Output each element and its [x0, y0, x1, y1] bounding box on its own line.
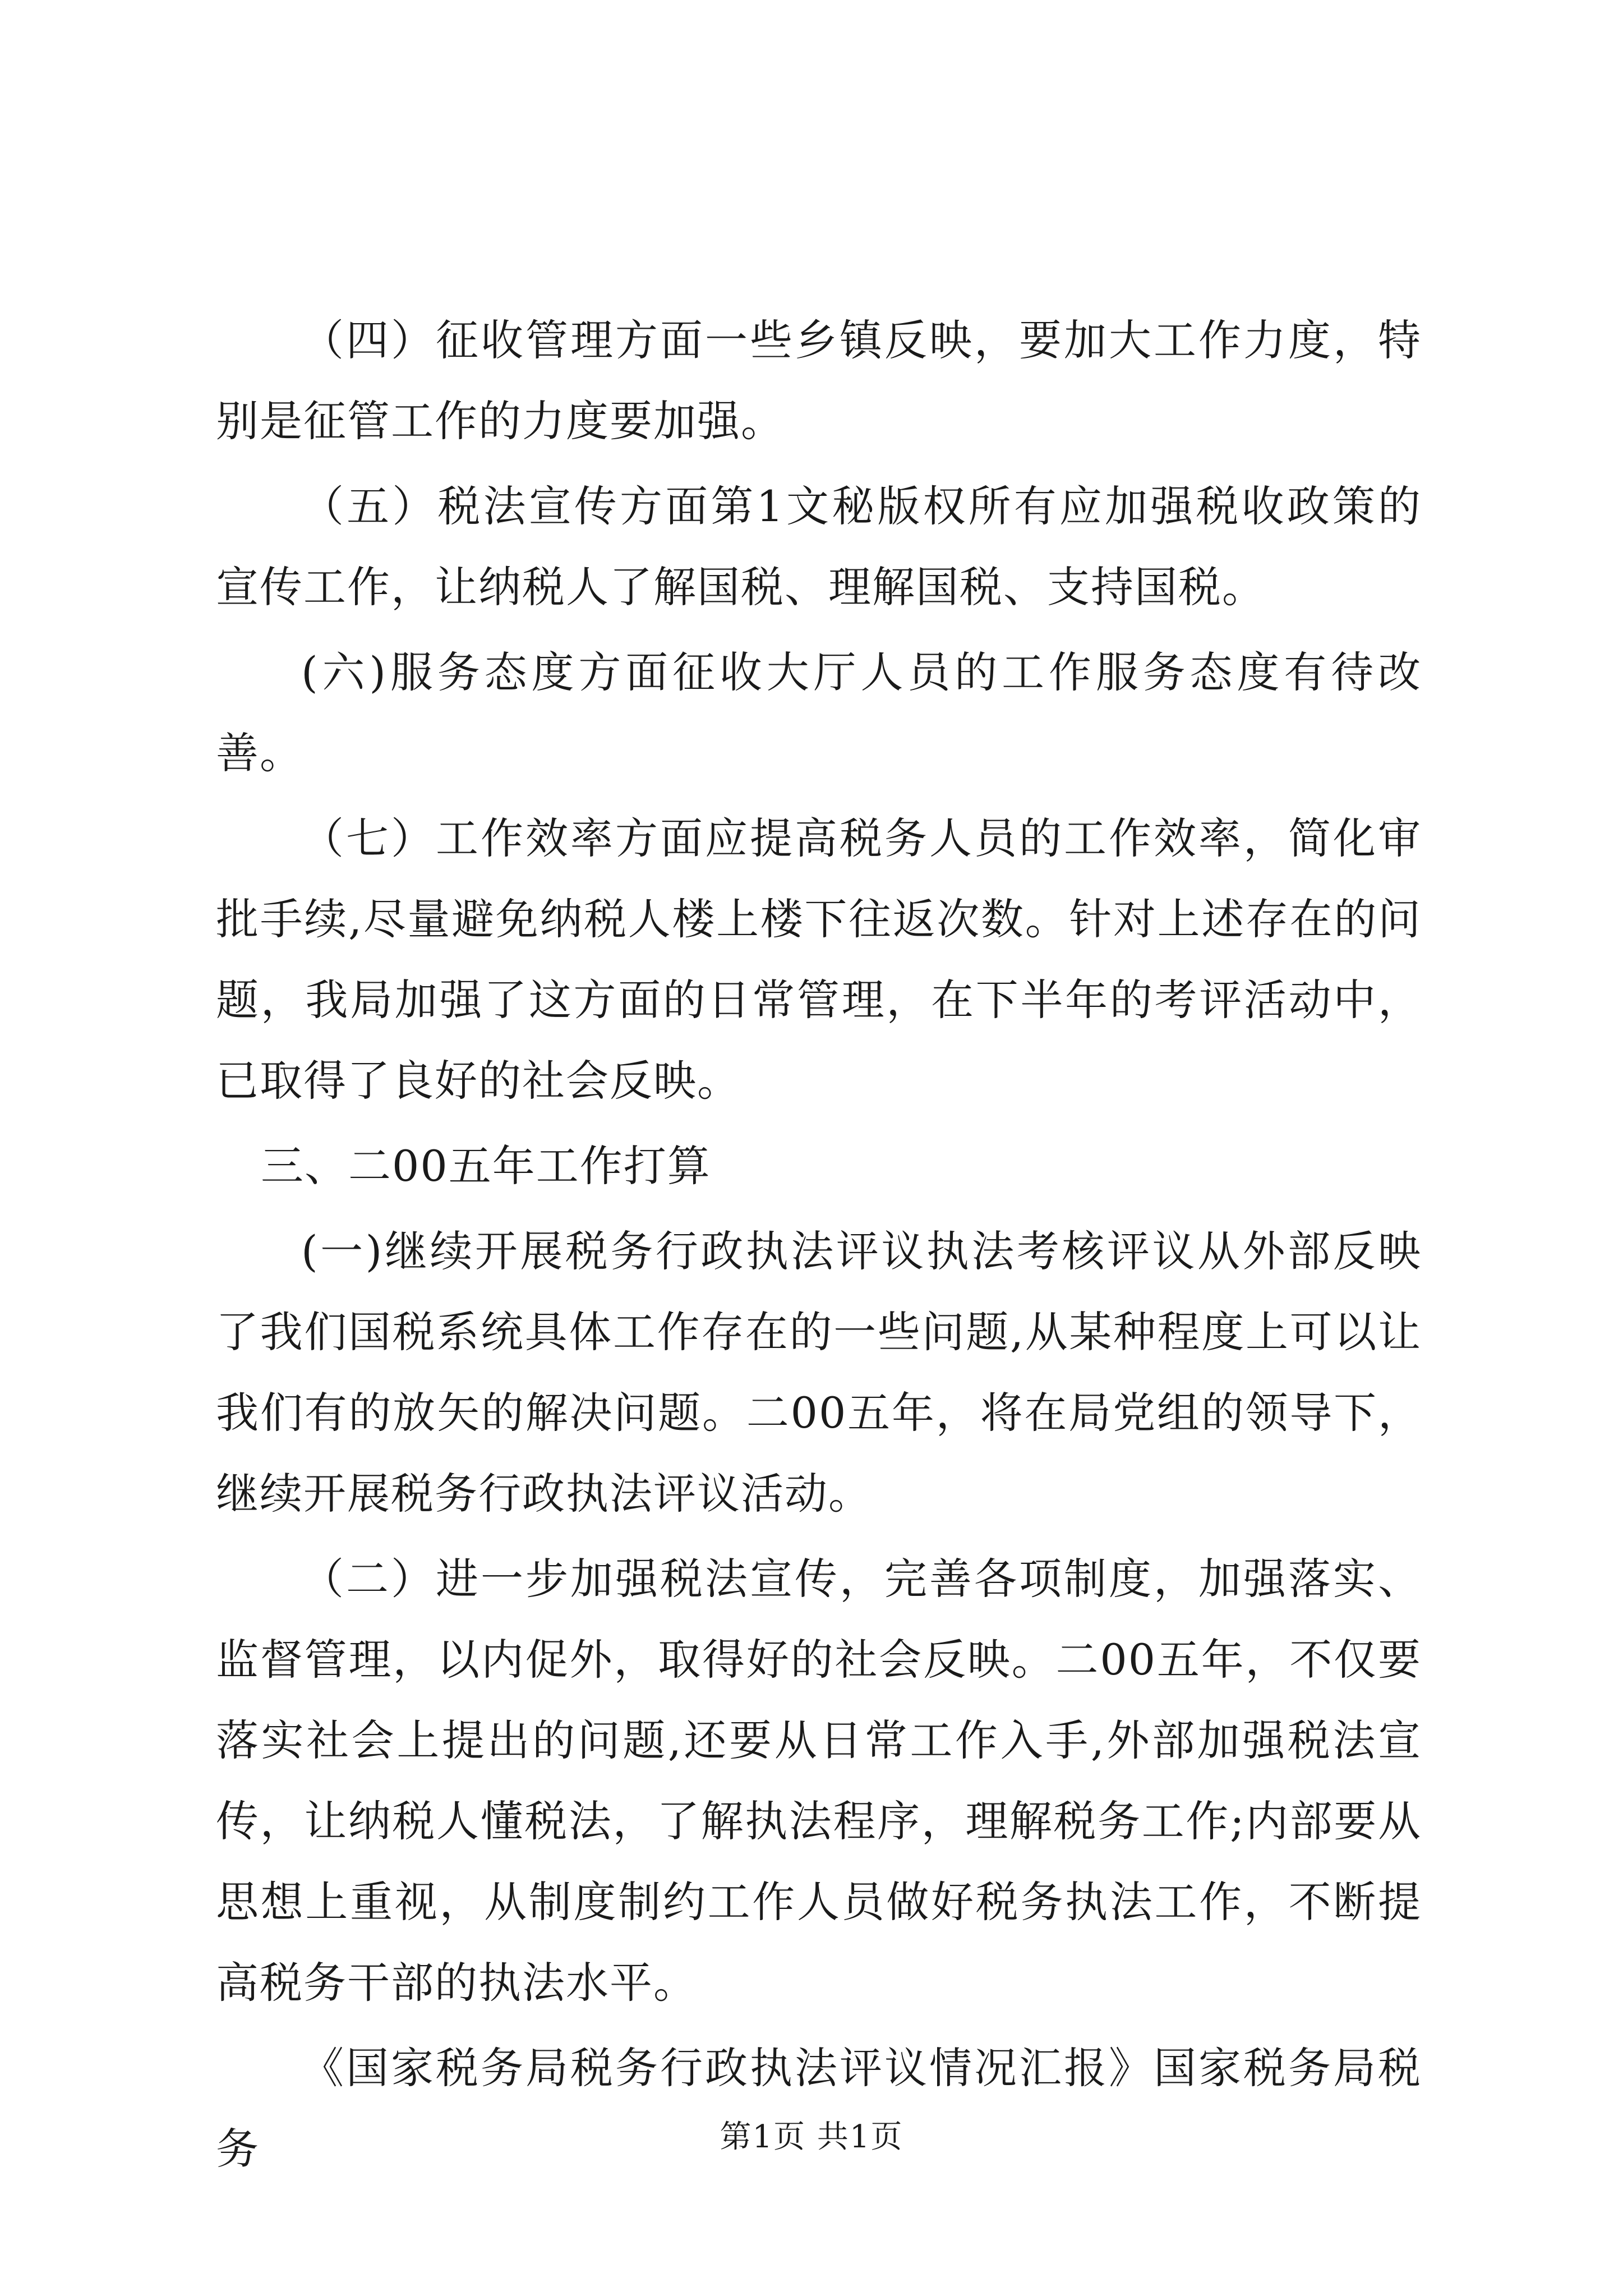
document-body [216, 300, 1422, 2189]
paragraph-tax-law-publicity: （五）税法宣传方面第1文秘版权所有应加强税收政策的宣传工作，让纳税人了解国税、理解国税、支持国税。 [216, 481, 1422, 612]
section-heading-2005-plan: 三、二00五年工作打算 [261, 1141, 711, 1191]
paragraph-collection-management: （四）征收管理方面一些乡镇反映，要加大工作力度，特别是征管工作的力度要加强。 [216, 315, 1422, 446]
page-footer: 第1页 共1页 [720, 2119, 903, 2155]
paragraph-service-attitude: (六)服务态度方面征收大厅人员的工作服务态度有待改善。 [216, 647, 1422, 778]
paragraph-strengthen-publicity: （二）进一步加强税法宣传，完善各项制度，加强落实、监督管理，以内促外，取得好的社会反映。二00五年，不仅要落实社会上提出的问题,还要从日常工作入手,外部加强税法宣传，让纳税人懂税法，了解执法程序，理解税务工作;内部要从思想上重视，从制度制约工作人员做好税务执法工作，不断提高税务干部的执法水平。 [216, 1554, 1422, 2008]
paragraph-report-title: 《国家税务局税务行政执法评议情况汇报》国家税务局税务 [216, 2043, 1422, 2174]
paragraph-work-efficiency: （七）工作效率方面应提高税务人员的工作效率，简化审批手续,尽量避免纳税人楼上楼下往返次数。针对上述存在的问题，我局加强了这方面的日常管理，在下半年的考评活动中，已取得了良好的社会反映。 [216, 813, 1422, 1106]
paragraph-continue-evaluation: (一)继续开展税务行政执法评议执法考核评议从外部反映了我们国税系统具体工作存在的一些问题,从某种程度上可以让我们有的放矢的解决问题。二00五年，将在局党组的领导下，继续开展税务行政执法评议活动。 [216, 1226, 1422, 1519]
